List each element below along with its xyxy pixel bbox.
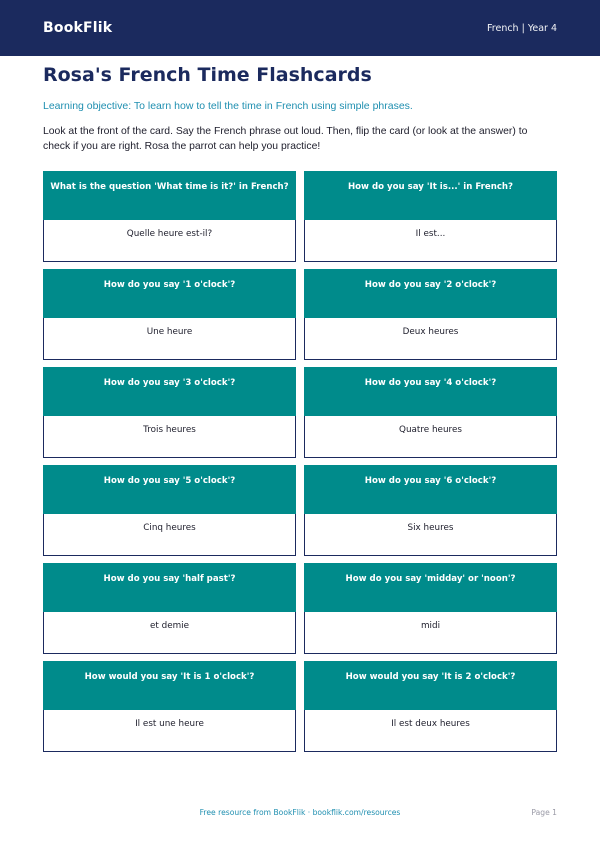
flashcard-answer: Il est deux heures (304, 710, 557, 752)
flashcard-question: How would you say 'It is 2 o'clock'? (304, 661, 557, 710)
flashcard[interactable] (304, 465, 557, 556)
footer-credit-link[interactable]: Free resource from BookFlik · bookflik.com/resources (199, 808, 401, 817)
flashcard-question: How do you say '2 o'clock'? (304, 269, 557, 318)
flashcard[interactable] (304, 269, 557, 360)
flashcard-question: How do you say '4 o'clock'? (304, 367, 557, 416)
flashcard[interactable] (43, 171, 296, 262)
flashcard-grid (43, 171, 557, 752)
flashcard-answer: et demie (43, 612, 296, 654)
flashcard-question: How do you say 'It is...' in French? (304, 171, 557, 220)
flashcard[interactable] (43, 465, 296, 556)
flashcard[interactable] (304, 563, 557, 654)
brand-logo: BookFlik (43, 20, 113, 36)
flashcard-answer: Trois heures (43, 416, 296, 458)
flashcard[interactable] (304, 661, 557, 752)
flashcard-answer: Cinq heures (43, 514, 296, 556)
flashcard-question: How do you say '6 o'clock'? (304, 465, 557, 514)
flashcard-question: What is the question 'What time is it?' in French? (43, 171, 296, 220)
learning-objective: Learning objective: To learn how to tell the time in French using simple phrases. (43, 100, 413, 112)
flashcard-answer: Six heures (304, 514, 557, 556)
flashcard[interactable] (43, 661, 296, 752)
flashcard-answer: Une heure (43, 318, 296, 360)
instructions: Look at the front of the card. Say the French phrase out loud. Then, flip the card (or look at the answer) to check if you are right. Rosa the parrot can help you practice! (43, 126, 528, 152)
page-title: Rosa's French Time Flashcards (43, 64, 372, 86)
flashcard-question: How do you say 'midday' or 'noon'? (304, 563, 557, 612)
flashcard[interactable] (304, 367, 557, 458)
flashcard-question: How would you say 'It is 1 o'clock'? (43, 661, 296, 710)
flashcard-answer: Quatre heures (304, 416, 557, 458)
flashcard-answer: Quelle heure est-il? (43, 220, 296, 262)
flashcard-answer: midi (304, 612, 557, 654)
flashcard-question: How do you say '5 o'clock'? (43, 465, 296, 514)
flashcard-question: How do you say '3 o'clock'? (43, 367, 296, 416)
page-footer (0, 808, 600, 820)
flashcard-answer: Il est... (304, 220, 557, 262)
page-number: Page 1 (531, 808, 557, 817)
flashcard-answer: Deux heures (304, 318, 557, 360)
flashcard[interactable] (43, 269, 296, 360)
flashcard-answer: Il est une heure (43, 710, 296, 752)
flashcard[interactable] (304, 171, 557, 262)
flashcard-question: How do you say 'half past'? (43, 563, 296, 612)
subject-year-label: French | Year 4 (487, 22, 557, 34)
flashcard[interactable] (43, 563, 296, 654)
flashcard[interactable] (43, 367, 296, 458)
top-banner (0, 0, 600, 56)
flashcard-question: How do you say '1 o'clock'? (43, 269, 296, 318)
